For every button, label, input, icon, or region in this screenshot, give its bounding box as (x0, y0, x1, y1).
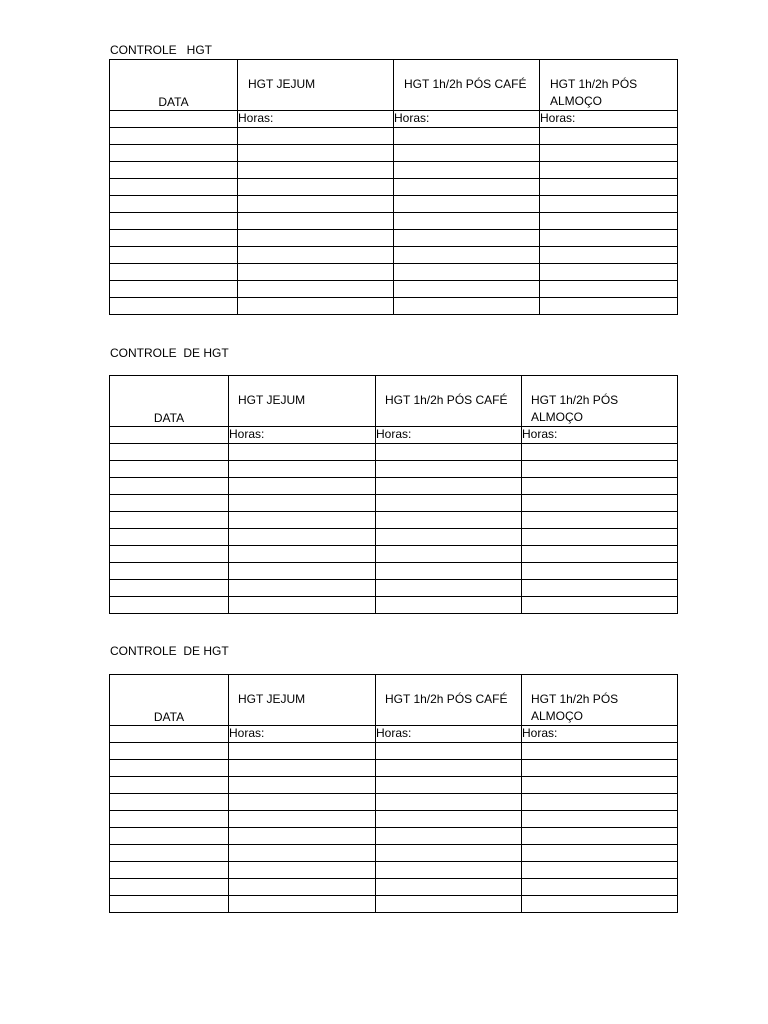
entry-cell-pos-almoco[interactable] (540, 230, 678, 247)
entry-cell-pos-almoco[interactable] (522, 743, 678, 760)
entry-cell-pos-cafe[interactable] (376, 845, 522, 862)
hours-cell-jejum[interactable]: Horas: (229, 726, 376, 743)
entry-cell-pos-almoco[interactable] (522, 845, 678, 862)
entry-cell-jejum[interactable] (229, 478, 376, 495)
header-data: DATA (110, 675, 229, 726)
hgt-table-3 (109, 674, 678, 913)
entry-cell-data[interactable] (110, 179, 238, 196)
entry-cell-data[interactable] (110, 879, 229, 896)
entry-cell-pos-almoco[interactable] (540, 213, 678, 230)
entry-cell-pos-almoco[interactable] (540, 196, 678, 213)
entry-cell-jejum[interactable] (238, 145, 394, 162)
hours-cell-pos-almoco[interactable]: Horas: (522, 726, 678, 743)
entry-cell-pos-almoco[interactable] (540, 179, 678, 196)
header-data: DATA (110, 60, 238, 111)
entry-cell-jejum[interactable] (238, 213, 394, 230)
entry-cell-pos-almoco[interactable] (522, 811, 678, 828)
header-hgt-jejum-label: HGT JEJUM (238, 393, 306, 407)
entry-cell-data[interactable] (110, 444, 229, 461)
entry-cell-data[interactable] (110, 845, 229, 862)
sheet-3-title: CONTROLE DE HGT (110, 644, 229, 658)
entry-row (110, 896, 678, 913)
entry-row (110, 264, 678, 281)
entry-cell-data[interactable] (110, 563, 229, 580)
entry-cell-pos-cafe[interactable] (376, 444, 522, 461)
entry-cell-pos-cafe[interactable] (394, 196, 540, 213)
entry-cell-data[interactable] (110, 862, 229, 879)
entry-cell-jejum[interactable] (229, 444, 376, 461)
hgt-table-2 (109, 375, 678, 614)
hours-cell-data[interactable] (110, 726, 229, 743)
entry-cell-jejum[interactable] (229, 546, 376, 563)
entry-cell-data[interactable] (110, 597, 229, 614)
entry-row (110, 196, 678, 213)
entry-cell-pos-almoco[interactable] (540, 128, 678, 145)
entry-cell-pos-almoco[interactable] (522, 461, 678, 478)
entry-cell-pos-almoco[interactable] (522, 563, 678, 580)
entry-cell-pos-cafe[interactable] (394, 247, 540, 264)
header-hgt-pos-almoco-line1: HGT 1h/2h PÓS (531, 393, 619, 407)
entry-row (110, 495, 678, 512)
header-hgt-pos-almoco (522, 675, 678, 726)
entry-cell-jejum[interactable] (229, 495, 376, 512)
entry-cell-jejum[interactable] (229, 794, 376, 811)
entry-cell-pos-almoco[interactable] (522, 529, 678, 546)
entry-cell-pos-almoco[interactable] (522, 512, 678, 529)
entry-cell-data[interactable] (110, 145, 238, 162)
entry-cell-data[interactable] (110, 743, 229, 760)
header-hgt-pos-almoco (540, 60, 678, 111)
entry-cell-pos-almoco[interactable] (522, 580, 678, 597)
entry-cell-jejum[interactable] (229, 580, 376, 597)
entry-cell-data[interactable] (110, 495, 229, 512)
entry-cell-pos-cafe[interactable] (376, 896, 522, 913)
header-hgt-jejum (238, 60, 394, 111)
entry-cell-pos-cafe[interactable] (394, 281, 540, 298)
entry-cell-pos-cafe[interactable] (376, 529, 522, 546)
entry-cell-pos-cafe[interactable] (376, 743, 522, 760)
entry-row (110, 213, 678, 230)
entry-cell-pos-almoco[interactable] (522, 597, 678, 614)
hours-row (110, 427, 678, 444)
entry-cell-pos-almoco[interactable] (522, 879, 678, 896)
header-hgt-pos-almoco-line2: ALMOÇO (531, 709, 584, 723)
entry-cell-pos-cafe[interactable] (394, 298, 540, 315)
hours-cell-jejum[interactable]: Horas: (229, 427, 376, 444)
entry-cell-pos-almoco[interactable] (522, 828, 678, 845)
entry-cell-data[interactable] (110, 546, 229, 563)
entry-cell-pos-almoco[interactable] (540, 162, 678, 179)
entry-cell-data[interactable] (110, 760, 229, 777)
header-hgt-pos-cafe-label: HGT 1h/2h PÓS CAFÉ (385, 692, 508, 706)
header-data: DATA (110, 376, 229, 427)
entry-cell-pos-cafe[interactable] (376, 461, 522, 478)
hours-cell-pos-cafe[interactable]: Horas: (394, 111, 540, 128)
entry-cell-pos-cafe[interactable] (376, 862, 522, 879)
entry-cell-jejum[interactable] (229, 896, 376, 913)
entry-cell-jejum[interactable] (229, 743, 376, 760)
entry-cell-data[interactable] (110, 896, 229, 913)
sheet-2-title: CONTROLE DE HGT (110, 346, 229, 360)
entry-cell-jejum[interactable] (229, 529, 376, 546)
entry-cell-pos-almoco[interactable] (540, 298, 678, 315)
entry-cell-jejum[interactable] (238, 179, 394, 196)
entry-cell-jejum[interactable] (229, 760, 376, 777)
entry-cell-jejum[interactable] (229, 597, 376, 614)
hours-cell-jejum[interactable]: Horas: (238, 111, 394, 128)
entry-cell-jejum[interactable] (229, 777, 376, 794)
entry-cell-jejum[interactable] (229, 879, 376, 896)
entry-cell-pos-cafe[interactable] (376, 760, 522, 777)
entry-cell-pos-cafe[interactable] (394, 128, 540, 145)
entry-cell-jejum[interactable] (238, 162, 394, 179)
entry-cell-data[interactable] (110, 794, 229, 811)
entry-cell-pos-almoco[interactable] (522, 794, 678, 811)
entry-row (110, 760, 678, 777)
entry-cell-pos-almoco[interactable] (522, 546, 678, 563)
entry-row (110, 580, 678, 597)
entry-cell-pos-almoco[interactable] (522, 777, 678, 794)
hours-cell-pos-cafe[interactable]: Horas: (376, 726, 522, 743)
entry-row (110, 777, 678, 794)
entry-cell-pos-cafe[interactable] (376, 512, 522, 529)
entry-cell-data[interactable] (110, 529, 229, 546)
hours-cell-pos-cafe[interactable]: Horas: (376, 427, 522, 444)
entry-cell-pos-cafe[interactable] (376, 478, 522, 495)
entry-cell-jejum[interactable] (229, 828, 376, 845)
entry-row (110, 563, 678, 580)
entry-cell-data[interactable] (110, 298, 238, 315)
entry-row (110, 811, 678, 828)
entry-row (110, 230, 678, 247)
hours-cell-data[interactable] (110, 427, 229, 444)
entry-cell-pos-cafe[interactable] (376, 546, 522, 563)
entry-cell-data[interactable] (110, 777, 229, 794)
entry-cell-jejum[interactable] (229, 461, 376, 478)
entry-cell-pos-almoco[interactable] (522, 444, 678, 461)
entry-row (110, 879, 678, 896)
entry-cell-jejum[interactable] (238, 281, 394, 298)
entry-cell-data[interactable] (110, 828, 229, 845)
entry-cell-data[interactable] (110, 461, 229, 478)
entry-cell-pos-almoco[interactable] (522, 896, 678, 913)
header-hgt-pos-almoco-line2: ALMOÇO (531, 410, 584, 424)
entry-row (110, 247, 678, 264)
header-row (110, 60, 678, 111)
entry-cell-pos-cafe[interactable] (394, 264, 540, 281)
header-hgt-pos-almoco-line2: ALMOÇO (550, 94, 603, 108)
header-row (110, 376, 678, 427)
entry-cell-data[interactable] (110, 213, 238, 230)
entry-row (110, 281, 678, 298)
entry-cell-jejum[interactable] (229, 563, 376, 580)
sheet-1-title: CONTROLE HGT (110, 43, 213, 57)
entry-cell-pos-cafe[interactable] (376, 811, 522, 828)
entry-cell-data[interactable] (110, 247, 238, 264)
header-hgt-pos-cafe-label: HGT 1h/2h PÓS CAFÉ (404, 77, 527, 91)
entry-cell-pos-almoco[interactable] (522, 760, 678, 777)
entry-cell-data[interactable] (110, 580, 229, 597)
entry-cell-data[interactable] (110, 128, 238, 145)
entry-cell-data[interactable] (110, 162, 238, 179)
entry-cell-jejum[interactable] (238, 298, 394, 315)
entry-cell-pos-cafe[interactable] (394, 213, 540, 230)
entry-row (110, 794, 678, 811)
entry-row (110, 845, 678, 862)
entry-cell-pos-cafe[interactable] (376, 794, 522, 811)
entry-row (110, 743, 678, 760)
header-hgt-jejum-label: HGT JEJUM (238, 692, 306, 706)
entry-cell-jejum[interactable] (229, 862, 376, 879)
entry-cell-pos-cafe[interactable] (376, 495, 522, 512)
entry-cell-pos-cafe[interactable] (376, 828, 522, 845)
entry-cell-data[interactable] (110, 264, 238, 281)
entry-cell-pos-almoco[interactable] (522, 862, 678, 879)
entry-cell-pos-cafe[interactable] (394, 179, 540, 196)
hours-cell-pos-almoco[interactable]: Horas: (540, 111, 678, 128)
entry-cell-pos-cafe[interactable] (394, 162, 540, 179)
header-hgt-pos-cafe-label: HGT 1h/2h PÓS CAFÉ (385, 393, 508, 407)
entry-cell-data[interactable] (110, 811, 229, 828)
header-hgt-pos-almoco (522, 376, 678, 427)
header-row (110, 675, 678, 726)
entry-cell-pos-almoco[interactable] (522, 495, 678, 512)
header-hgt-pos-cafe (394, 60, 540, 111)
entry-row (110, 529, 678, 546)
entry-cell-pos-cafe[interactable] (376, 580, 522, 597)
entry-cell-data[interactable] (110, 478, 229, 495)
entry-row (110, 128, 678, 145)
entry-cell-pos-almoco[interactable] (540, 264, 678, 281)
entry-row (110, 478, 678, 495)
entry-row (110, 298, 678, 315)
entry-row (110, 828, 678, 845)
hours-row (110, 726, 678, 743)
entry-cell-pos-almoco[interactable] (522, 478, 678, 495)
entry-cell-data[interactable] (110, 230, 238, 247)
entry-cell-jejum[interactable] (238, 128, 394, 145)
entry-row (110, 179, 678, 196)
entry-cell-jejum[interactable] (238, 196, 394, 213)
header-hgt-jejum-label: HGT JEJUM (248, 77, 316, 91)
entry-cell-jejum[interactable] (229, 811, 376, 828)
entry-cell-data[interactable] (110, 281, 238, 298)
entry-cell-pos-almoco[interactable] (540, 145, 678, 162)
hgt-table-1 (109, 59, 678, 315)
entry-cell-jejum[interactable] (229, 845, 376, 862)
hours-cell-data[interactable] (110, 111, 238, 128)
entry-row (110, 162, 678, 179)
hours-row (110, 111, 678, 128)
entry-cell-jejum[interactable] (238, 230, 394, 247)
header-hgt-jejum (229, 376, 376, 427)
entry-row (110, 546, 678, 563)
entry-cell-jejum[interactable] (238, 247, 394, 264)
entry-cell-jejum[interactable] (238, 264, 394, 281)
entry-row (110, 597, 678, 614)
entry-row (110, 862, 678, 879)
header-hgt-pos-cafe (376, 376, 522, 427)
entry-cell-data[interactable] (110, 512, 229, 529)
header-hgt-pos-cafe (376, 675, 522, 726)
header-hgt-pos-almoco-line1: HGT 1h/2h PÓS (531, 692, 619, 706)
entry-cell-pos-cafe[interactable] (376, 777, 522, 794)
entry-row (110, 512, 678, 529)
entry-cell-pos-almoco[interactable] (540, 247, 678, 264)
entry-row (110, 461, 678, 478)
entry-cell-pos-cafe[interactable] (394, 230, 540, 247)
header-hgt-jejum (229, 675, 376, 726)
entry-cell-pos-cafe[interactable] (376, 879, 522, 896)
hours-cell-pos-almoco[interactable]: Horas: (522, 427, 678, 444)
entry-cell-data[interactable] (110, 196, 238, 213)
entry-cell-pos-cafe[interactable] (376, 597, 522, 614)
entry-cell-jejum[interactable] (229, 512, 376, 529)
entry-cell-pos-almoco[interactable] (540, 281, 678, 298)
entry-cell-pos-cafe[interactable] (394, 145, 540, 162)
entry-row (110, 444, 678, 461)
entry-row (110, 145, 678, 162)
entry-cell-pos-cafe[interactable] (376, 563, 522, 580)
header-hgt-pos-almoco-line1: HGT 1h/2h PÓS (550, 77, 638, 91)
